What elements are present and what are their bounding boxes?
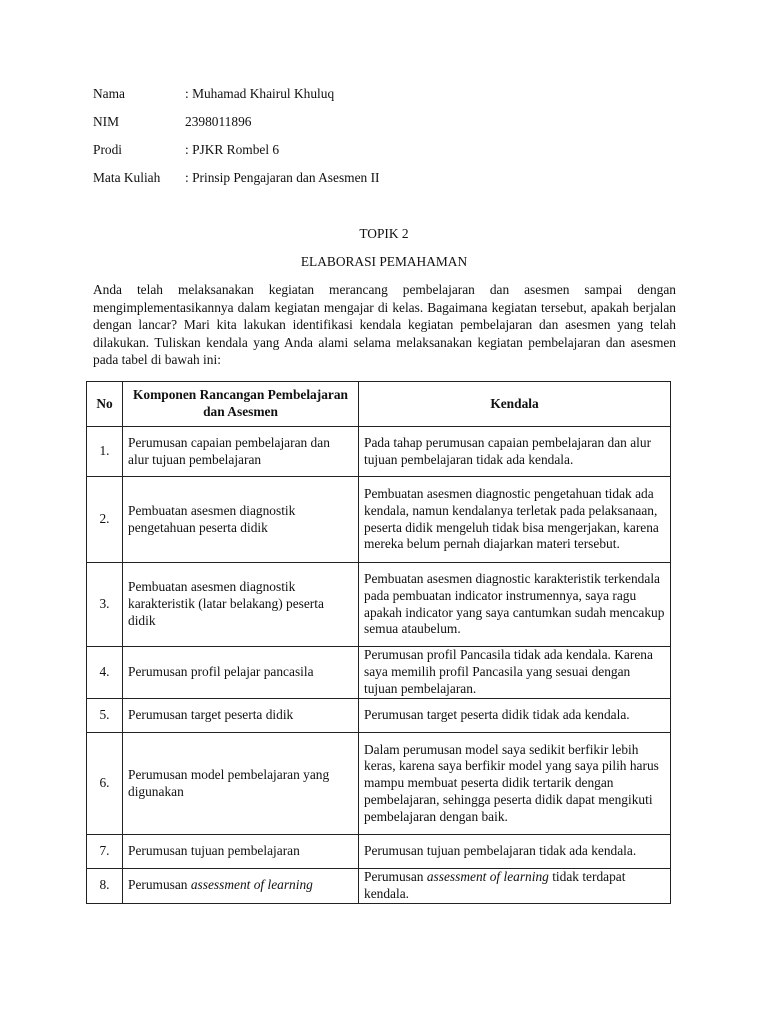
- kendala-suffix: tidak terdapat kendala.: [364, 869, 626, 901]
- row-number: 8.: [87, 869, 123, 904]
- component-emphasis: assessment of learning: [190, 877, 313, 893]
- kendala-prefix: Perumusan: [364, 869, 427, 884]
- row-kendala: Perumusan target peserta didik tidak ada kendala.: [359, 699, 671, 733]
- header-component: Komponen Rancangan Pembelajaran dan Asesmen: [123, 382, 359, 427]
- row-number: 3.: [87, 563, 123, 647]
- row-number: 4.: [87, 647, 123, 699]
- info-row-mata-kuliah: [93, 169, 380, 197]
- row-kendala: [359, 869, 671, 904]
- row-component: [123, 869, 359, 904]
- info-value-nim: 2398011896: [185, 114, 252, 129]
- kendala-emphasis: assessment of learning: [426, 869, 549, 884]
- info-row-prodi: [93, 141, 380, 169]
- info-value-prodi: : PJKR Rombel 6: [185, 142, 280, 157]
- row-kendala: Pembuatan asesmen diagnostic pengetahuan tidak ada kendala, namun kendalanya terletak pada pelaksanaan, peserta didik mengeluh tidak bisa mengerjakan, karena mereka belum pernah diajarkan materi tersebut.: [359, 477, 671, 563]
- topic-heading: TOPIK 2: [359, 226, 409, 241]
- row-number: 1.: [87, 427, 123, 477]
- table-row: [87, 647, 671, 699]
- header-kendala: Kendala: [359, 382, 671, 427]
- table-row: [87, 699, 671, 733]
- table-header-row: [87, 382, 671, 427]
- info-value-nama: : Muhamad Khairul Khuluq: [185, 86, 335, 101]
- table-row: [87, 477, 671, 563]
- section-title: ELABORASI PEMAHAMAN: [300, 254, 468, 269]
- row-component: Perumusan capaian pembelajaran dan alur tujuan pembelajaran: [123, 427, 359, 477]
- table-row: [87, 733, 671, 835]
- row-number: 7.: [87, 835, 123, 869]
- row-number: 5.: [87, 699, 123, 733]
- table-row: [87, 563, 671, 647]
- info-row-nim: [93, 113, 380, 141]
- row-kendala: Pembuatan asesmen diagnostic karakteristik terkendala pada pembuatan indicator instrumennya, saya ragu apakah indicator yang saya cantumkan sudah mencakup semua ataubelum.: [359, 563, 671, 647]
- info-label-prodi: Prodi: [93, 142, 123, 157]
- info-label-nim: NIM: [93, 114, 120, 129]
- info-value-mata-kuliah: : Prinsip Pengajaran dan Asesmen II: [185, 170, 380, 185]
- row-kendala: Dalam perumusan model saya sedikit berfikir lebih keras, karena saya berfikir model yang saya pilih harus mampu membuat peserta didik tertarik dengan pembelajaran, sehingga peserta didik dapat mengikuti pembelajaran dengan baik.: [359, 733, 671, 835]
- component-prefix: Perumusan: [128, 877, 191, 893]
- row-kendala: Perumusan profil Pancasila tidak ada kendala. Karena saya memilih profil Pancasila yang sesuai dengan tujuan pembelajaran.: [359, 647, 671, 699]
- row-component: Pembuatan asesmen diagnostik karakteristik (latar belakang) peserta didik: [123, 563, 359, 647]
- header-no: No: [87, 382, 123, 427]
- table-row: [87, 427, 671, 477]
- row-component: Perumusan model pembelajaran yang digunakan: [123, 733, 359, 835]
- row-number: 2.: [87, 477, 123, 563]
- info-label-mata-kuliah: Mata Kuliah: [93, 170, 161, 185]
- kendala-table: [86, 381, 671, 904]
- row-kendala: Pada tahap perumusan capaian pembelajaran dan alur tujuan pembelajaran tidak ada kendala.: [359, 427, 671, 477]
- row-number: 6.: [87, 733, 123, 835]
- table-row: [87, 869, 671, 904]
- row-component: Perumusan profil pelajar pancasila: [123, 647, 359, 699]
- table-row: [87, 835, 671, 869]
- row-component: Perumusan tujuan pembelajaran: [123, 835, 359, 869]
- row-kendala: Perumusan tujuan pembelajaran tidak ada kendala.: [359, 835, 671, 869]
- student-info: [93, 85, 380, 197]
- intro-paragraph: Anda telah melaksanakan kegiatan merancang pembelajaran dan asesmen sampai dengan mengimplementasikannya dalam kegiatan mengajar di kelas. Bagaimana kegiatan tersebut, apakah berjalan dengan lancar? Mari kita lakukan identifikasi kendala kegiatan pembelajaran dan asesmen yang telah dilakukan. Tuliskan kendala yang Anda alami selama melaksanakan kegiatan pembelajaran dan asesmen pada tabel di bawah ini:: [93, 282, 676, 367]
- info-label-nama: Nama: [93, 86, 125, 101]
- info-row-nama: [93, 85, 380, 113]
- row-component: Pembuatan asesmen diagnostik pengetahuan peserta didik: [123, 477, 359, 563]
- row-component: Perumusan target peserta didik: [123, 699, 359, 733]
